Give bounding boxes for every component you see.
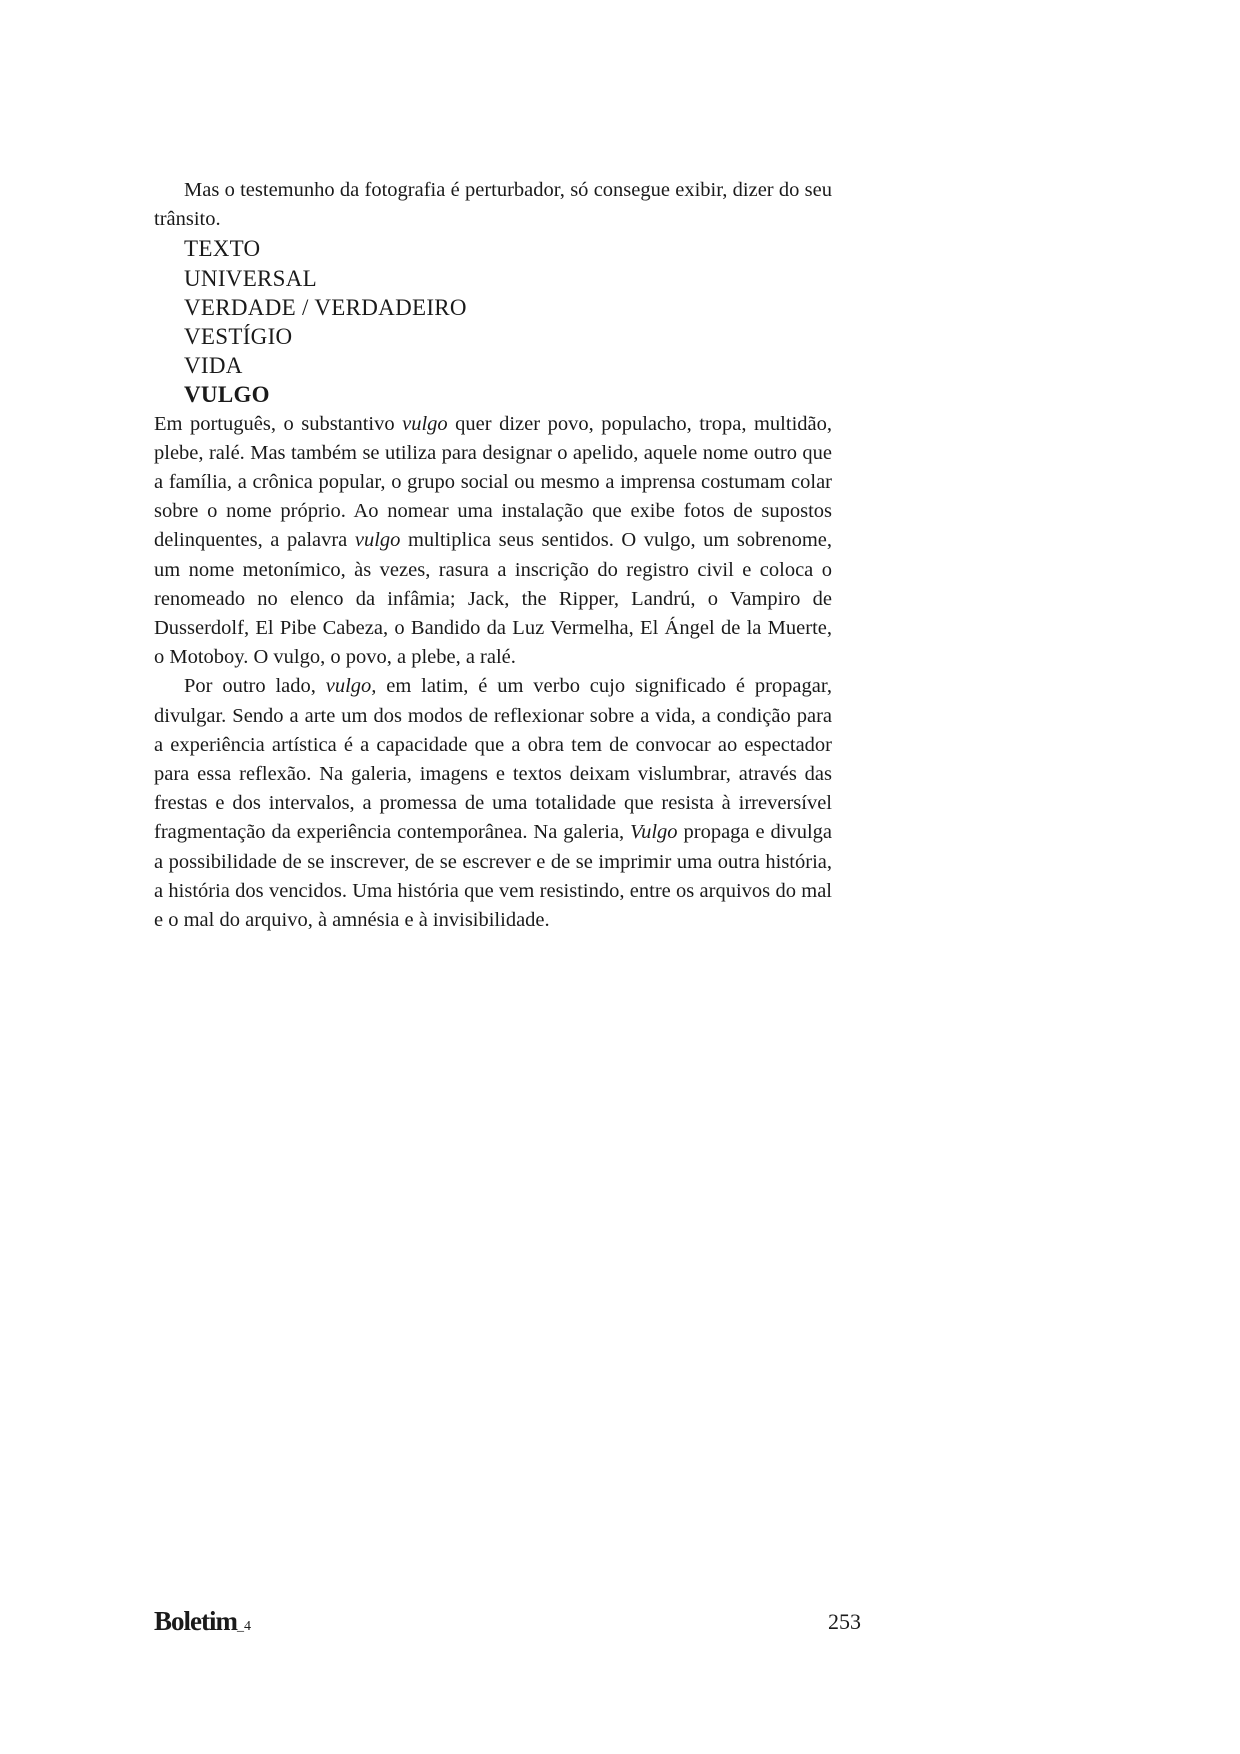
text-run: Em português, o substantivo <box>154 412 403 435</box>
italic-term: vulgo, <box>325 675 377 698</box>
glossary-term: VESTÍGIO <box>184 324 293 350</box>
glossary-term: TEXTO <box>184 236 261 262</box>
paragraph-intro: Mas o testemunho da fotografia é perturbador, só consegue exibir, dizer do seu trânsito. <box>154 179 832 231</box>
body-text <box>154 176 832 935</box>
logo-issue: _4 <box>236 1619 251 1634</box>
text-run: multiplica seus sentidos. O vulgo, um sobrenome, um nome metonímico, às vezes, rasura a inscrição do registro civil e coloca o renomeado no elenco da infâmia; Jack, the Ripper, Landrú, o Vampiro de Dusserdolf, El Pibe Cabeza, o Bandido da Luz Vermelha, El Ángel de la Muerte, o Motoboy. O vulgo, o povo, a plebe, a ralé. <box>154 529 833 669</box>
text-run: propaga e divulga a possibilidade de se inscrever, de se escrever e de se imprimir uma outra história, a história dos vencidos. Uma história que vem resistindo, entre os arquivos do mal e o mal do arquivo, à amnésia e à invisibilidade. <box>154 821 832 932</box>
page-number: 253 <box>828 1609 861 1634</box>
glossary-term-current: VULGO <box>184 382 270 408</box>
glossary-term-list <box>154 234 832 409</box>
italic-term: Vulgo <box>630 821 678 844</box>
text-run: quer dizer povo, populacho, tropa, multidão, plebe, ralé. Mas também se utiliza para designar o apelido, aquele nome outro que a família, a crônica popular, o grupo social ou mesmo a imprensa costumam colar sobre o nome próprio. Ao nomear uma instalação que exibe fotos de supostos delinquentes, a palavra <box>154 412 832 552</box>
italic-term: vulgo <box>402 412 448 435</box>
publication-logo <box>154 1608 251 1635</box>
italic-term: vulgo <box>354 529 401 552</box>
glossary-term: VIDA <box>184 353 243 379</box>
paragraph-vulgo-definition <box>154 410 832 673</box>
glossary-term: VERDADE / VERDADEIRO <box>184 294 467 320</box>
text-run: em latim, é um verbo cujo significado é propagar, divulgar. Sendo a arte um dos modos de reflexionar sobre a vida, a condição para a experiência artística é a capacidade que a obra tem de convocar ao espectador para essa reflexão. Na galeria, imagens e textos deixam vislumbrar, através das frestas e dos intervalos, a promessa de uma totalidade que resista à irreversível fragmentação da experiência contemporânea. Na galeria, <box>154 675 832 844</box>
logo-text: Boletim <box>154 1606 237 1636</box>
glossary-term: UNIVERSAL <box>184 265 318 291</box>
paragraph-vulgo-latin <box>154 672 832 935</box>
text-run: Por outro lado, <box>184 675 326 698</box>
